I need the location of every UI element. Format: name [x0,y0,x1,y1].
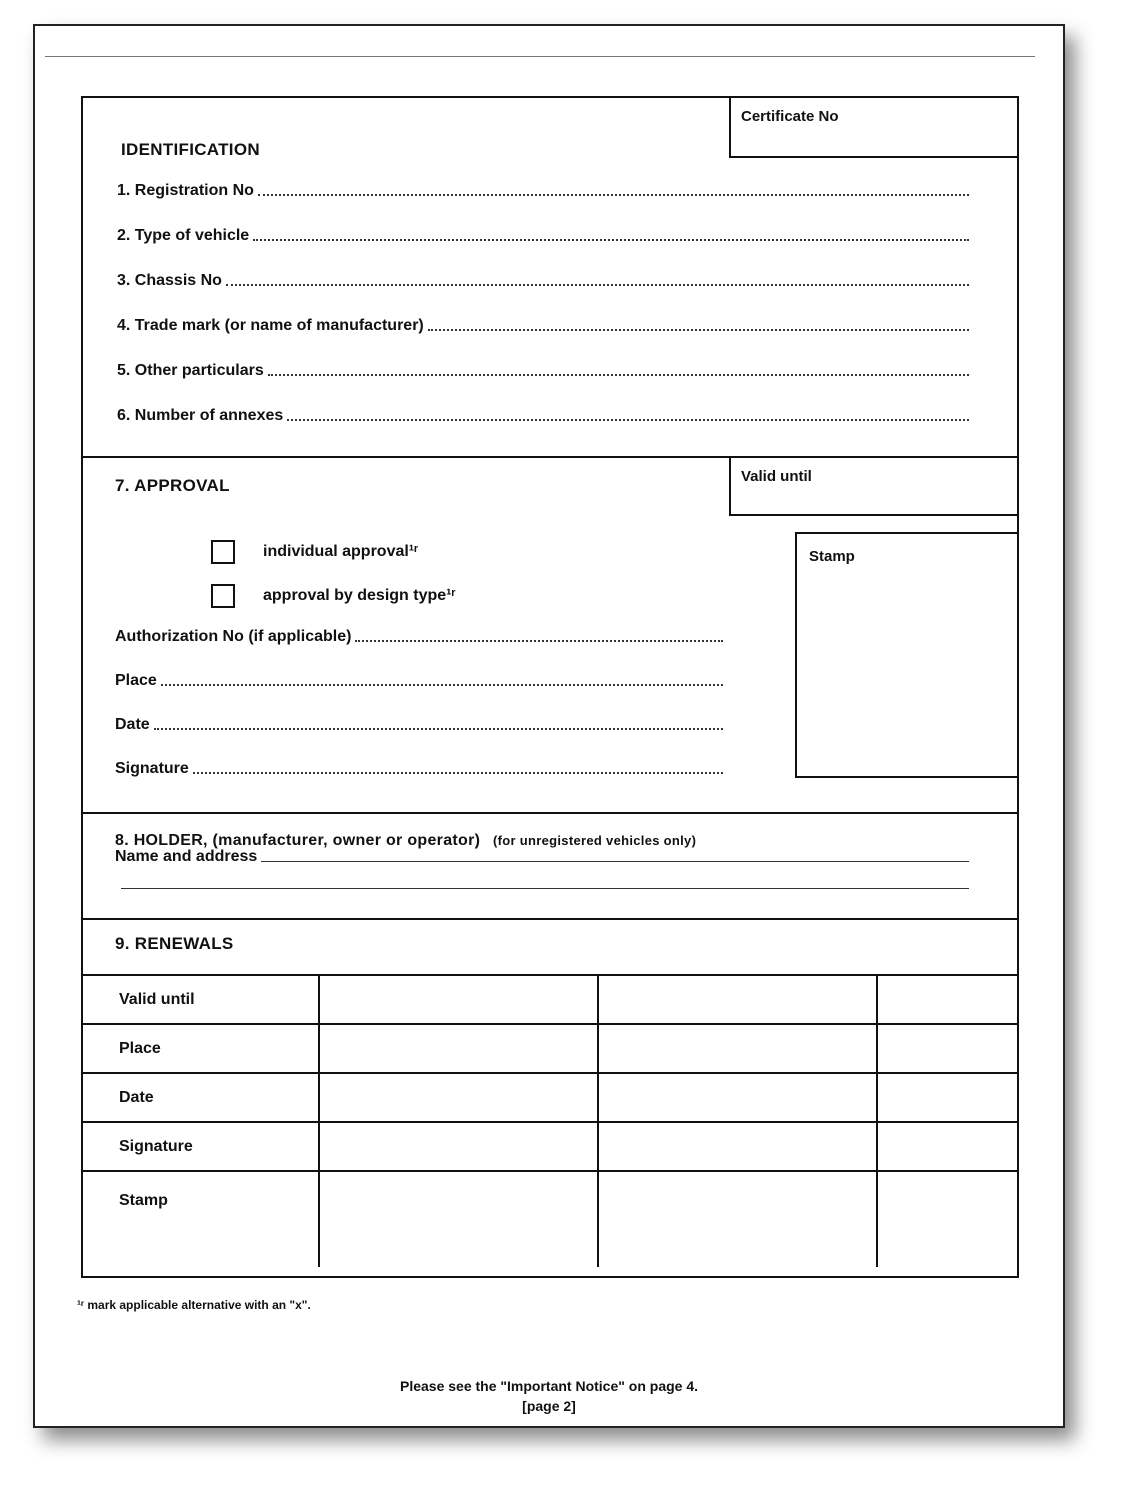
approval-place-label: Place [115,672,157,689]
renewal-cell[interactable] [877,1171,1017,1267]
renewal-signature-label: Signature [83,1122,319,1171]
renewal-date-label: Date [83,1073,319,1122]
approval-date-label: Date [115,716,150,733]
renewals-section [81,918,1019,1278]
trade-mark-field[interactable] [117,317,969,335]
holder-address-line[interactable] [121,888,969,889]
renewal-cell[interactable] [877,1024,1017,1073]
renewal-cell[interactable] [319,975,598,1024]
table-row [83,1171,1017,1267]
renewal-cell[interactable] [598,1073,877,1122]
approval-signature-line[interactable] [193,771,723,774]
other-particulars-line[interactable] [268,373,969,376]
identification-section [81,96,1019,456]
renewal-place-label: Place [83,1024,319,1073]
design-type-option[interactable] [211,584,456,608]
document-page [33,24,1065,1428]
renewal-cell[interactable] [598,1171,877,1267]
important-notice-text: Please see the "Important Notice" on page 4. [399,1378,699,1394]
trade-mark-line[interactable] [428,328,969,331]
renewal-cell[interactable] [319,1122,598,1171]
identification-heading: IDENTIFICATION [121,140,260,159]
approval-stamp-label: Stamp [809,548,855,565]
renewals-heading: 9. RENEWALS [115,934,234,953]
chassis-no-label: 3. Chassis No [117,272,222,289]
authorization-no-label: Authorization No (if applicable) [115,628,352,645]
holder-name-label: Name and address [115,848,258,865]
approval-signature-label: Signature [115,760,189,777]
design-type-label: approval by design type¹ʳ [263,587,456,604]
holder-name-field[interactable] [115,848,969,866]
registration-no-line[interactable] [258,193,969,196]
renewal-cell[interactable] [877,1073,1017,1122]
approval-section [81,456,1019,812]
trade-mark-label: 4. Trade mark (or name of manufacturer) [117,317,424,334]
holder-note: (for unregistered vehicles only) [493,833,697,848]
individual-approval-option[interactable] [211,540,418,564]
authorization-no-line[interactable] [355,639,723,642]
renewal-cell[interactable] [877,975,1017,1024]
registration-no-label: 1. Registration No [117,182,254,199]
annexes-label: 6. Number of annexes [117,407,284,424]
other-particulars-label: 5. Other particulars [117,362,264,379]
holder-section [81,812,1019,918]
annexes-line[interactable] [287,418,969,421]
vehicle-type-line[interactable] [253,238,969,241]
renewal-cell[interactable] [319,1024,598,1073]
approval-stamp-box[interactable] [795,532,1019,778]
approval-place-field[interactable] [115,672,723,690]
vehicle-type-field[interactable] [117,227,969,245]
approval-heading: 7. APPROVAL [115,476,230,495]
renewal-cell[interactable] [598,1122,877,1171]
page-number: [page 2] [522,1398,576,1414]
table-row [83,1122,1017,1171]
footnote: ¹ʳ mark applicable alternative with an "x". [77,1298,311,1312]
renewal-cell[interactable] [598,975,877,1024]
renewal-cell[interactable] [598,1024,877,1073]
holder-heading: 8. HOLDER, (manufacturer, owner or operator) [115,832,481,849]
chassis-no-field[interactable] [117,272,969,290]
chassis-no-line[interactable] [226,283,969,286]
approval-signature-field[interactable] [115,760,723,778]
design-type-checkbox[interactable] [211,584,235,608]
certificate-no-box [729,98,1019,158]
renewals-table [83,974,1017,1267]
renewal-cell[interactable] [319,1171,598,1267]
annexes-field[interactable] [117,407,969,425]
renewal-cell[interactable] [877,1122,1017,1171]
authorization-no-field[interactable] [115,628,723,646]
valid-until-box [729,458,1019,516]
approval-place-line[interactable] [161,683,723,686]
renewal-stamp-label: Stamp [83,1171,319,1267]
certificate-form [81,96,1019,1278]
table-row [83,1024,1017,1073]
certificate-no-label: Certificate No [741,108,839,125]
top-rule [45,56,1035,57]
valid-until-label: Valid until [741,468,812,485]
registration-no-field[interactable] [117,182,969,200]
other-particulars-field[interactable] [117,362,969,380]
table-row [83,975,1017,1024]
approval-date-field[interactable] [115,716,723,734]
table-row [83,1073,1017,1122]
renewal-valid-until-label: Valid until [83,975,319,1024]
individual-approval-checkbox[interactable] [211,540,235,564]
approval-date-line[interactable] [154,727,723,730]
individual-approval-label: individual approval¹ʳ [263,543,419,560]
renewal-cell[interactable] [319,1073,598,1122]
vehicle-type-label: 2. Type of vehicle [117,227,250,244]
holder-name-line[interactable] [261,860,969,862]
